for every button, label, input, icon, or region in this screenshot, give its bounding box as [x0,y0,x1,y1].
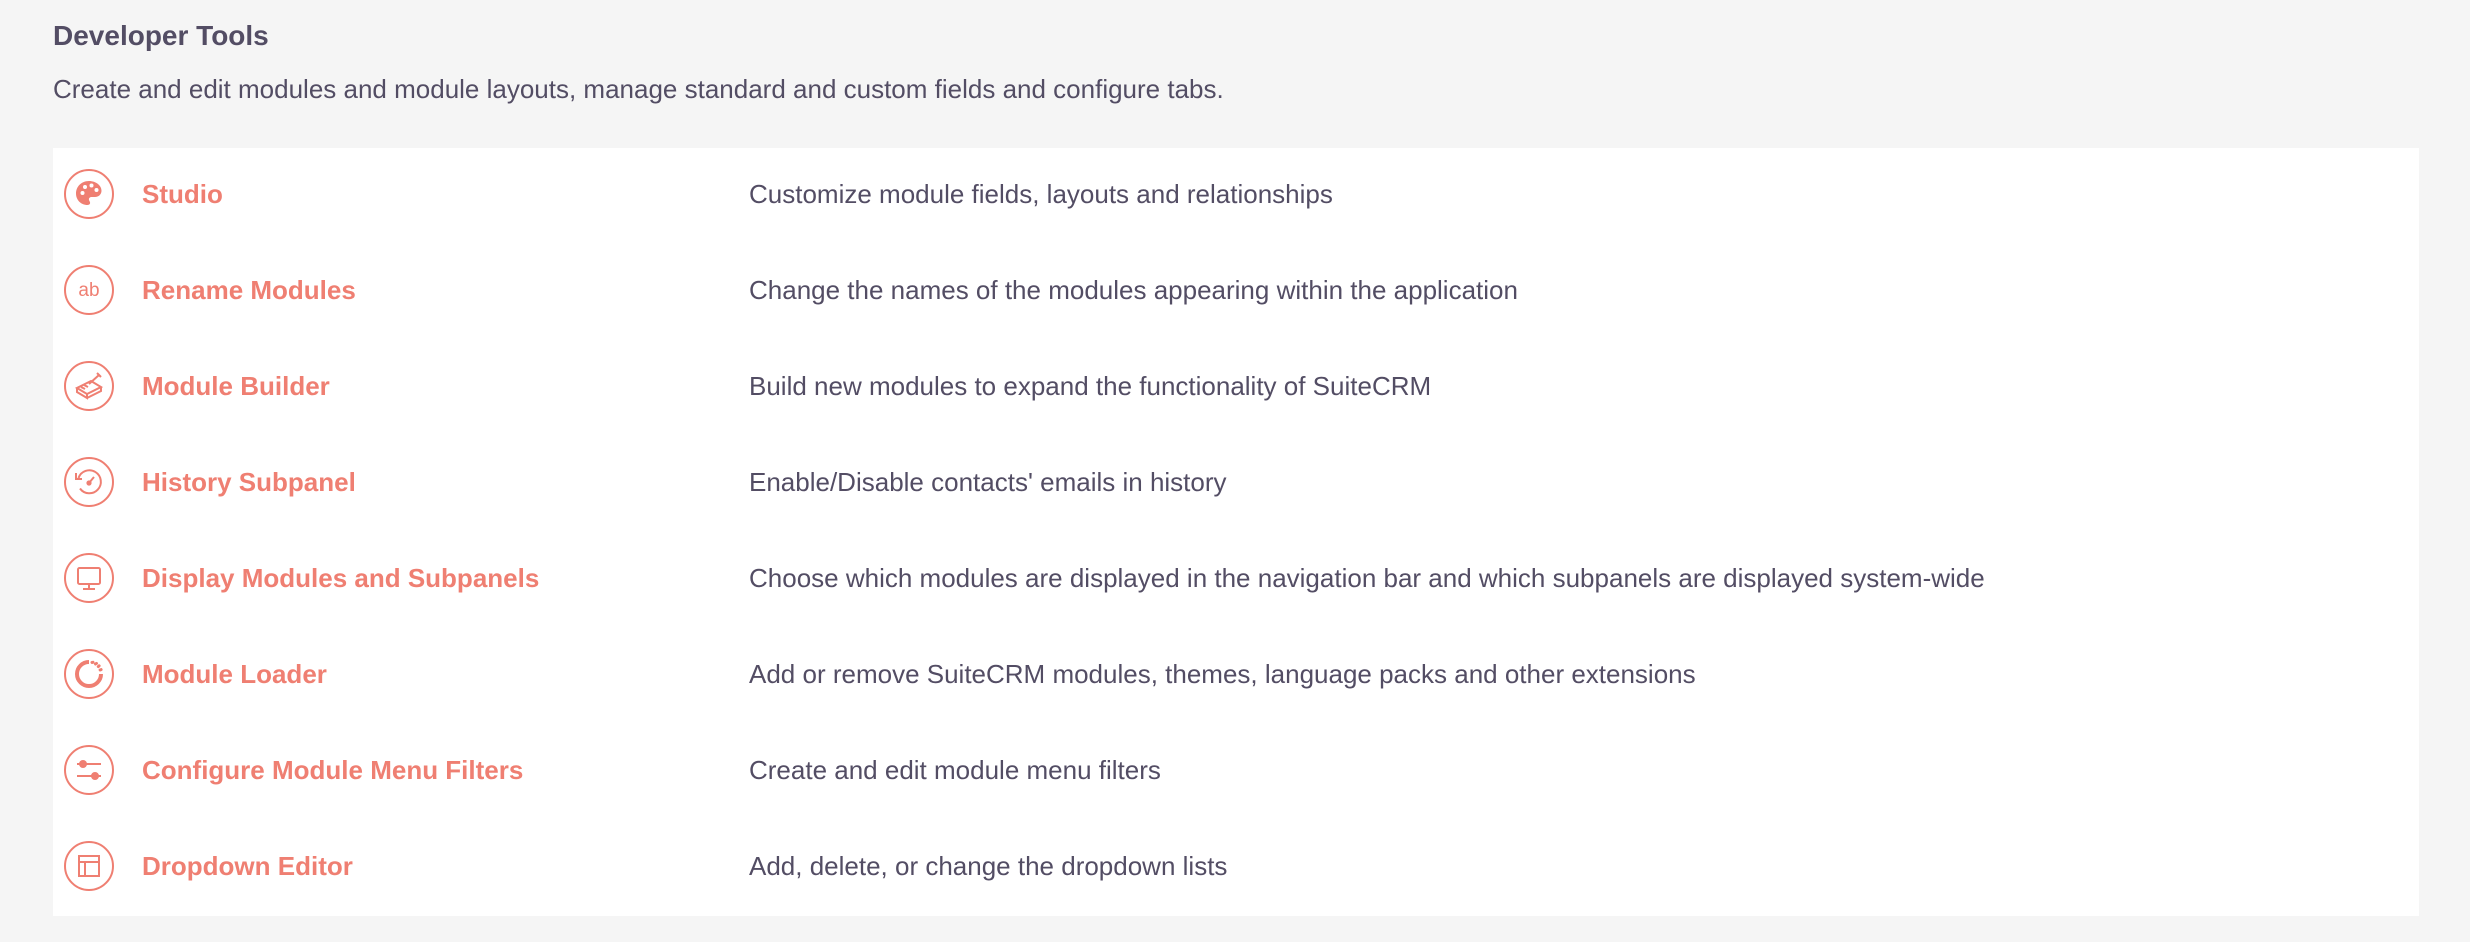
loader-icon[interactable] [63,648,115,700]
section-description: Create and edit modules and module layouts, manage standard and custom fields and configure tabs. [53,74,1224,104]
tool-row-module-builder [53,340,2419,436]
menu-filters-description: Create and edit module menu filters [749,755,1161,785]
module-builder-description: Build new modules to expand the functionality of SuiteCRM [749,371,1432,401]
tool-row-menu-filters [53,724,2419,820]
tool-row-studio [53,148,2419,244]
studio-description: Customize module fields, layouts and relationships [749,179,1333,209]
sliders-icon[interactable] [63,744,115,796]
tool-row-history-subpanel [53,436,2419,532]
table-icon[interactable] [63,840,115,892]
section-title: Developer Tools [53,20,269,51]
rename-modules-link[interactable]: Rename Modules [142,275,356,305]
monitor-icon[interactable] [63,552,115,604]
svg-text:ab: ab [78,280,100,301]
tool-row-rename-modules [53,244,2419,340]
display-modules-description: Choose which modules are displayed in the navigation bar and which subpanels are displayed system-wide [749,563,1985,593]
ab-text-icon[interactable] [63,264,115,316]
tool-row-dropdown-editor [53,820,2419,916]
developer-tools-panel [53,148,2419,916]
module-builder-icon[interactable] [63,360,115,412]
module-loader-link[interactable]: Module Loader [142,659,327,689]
history-subpanel-link[interactable]: History Subpanel [142,467,356,497]
display-modules-link[interactable]: Display Modules and Subpanels [142,563,540,593]
menu-filters-link[interactable]: Configure Module Menu Filters [142,755,524,785]
studio-link[interactable]: Studio [142,179,223,209]
history-icon[interactable] [63,456,115,508]
tool-row-module-loader [53,628,2419,724]
rename-modules-description: Change the names of the modules appearing within the application [749,275,1518,305]
module-loader-description: Add or remove SuiteCRM modules, themes, language packs and other extensions [749,659,1696,689]
tool-row-display-modules [53,532,2419,628]
module-builder-link[interactable]: Module Builder [142,371,330,401]
history-subpanel-description: Enable/Disable contacts' emails in history [749,467,1227,497]
dropdown-editor-link[interactable]: Dropdown Editor [142,851,353,881]
palette-icon[interactable] [63,168,115,220]
dropdown-editor-description: Add, delete, or change the dropdown lists [749,851,1228,881]
